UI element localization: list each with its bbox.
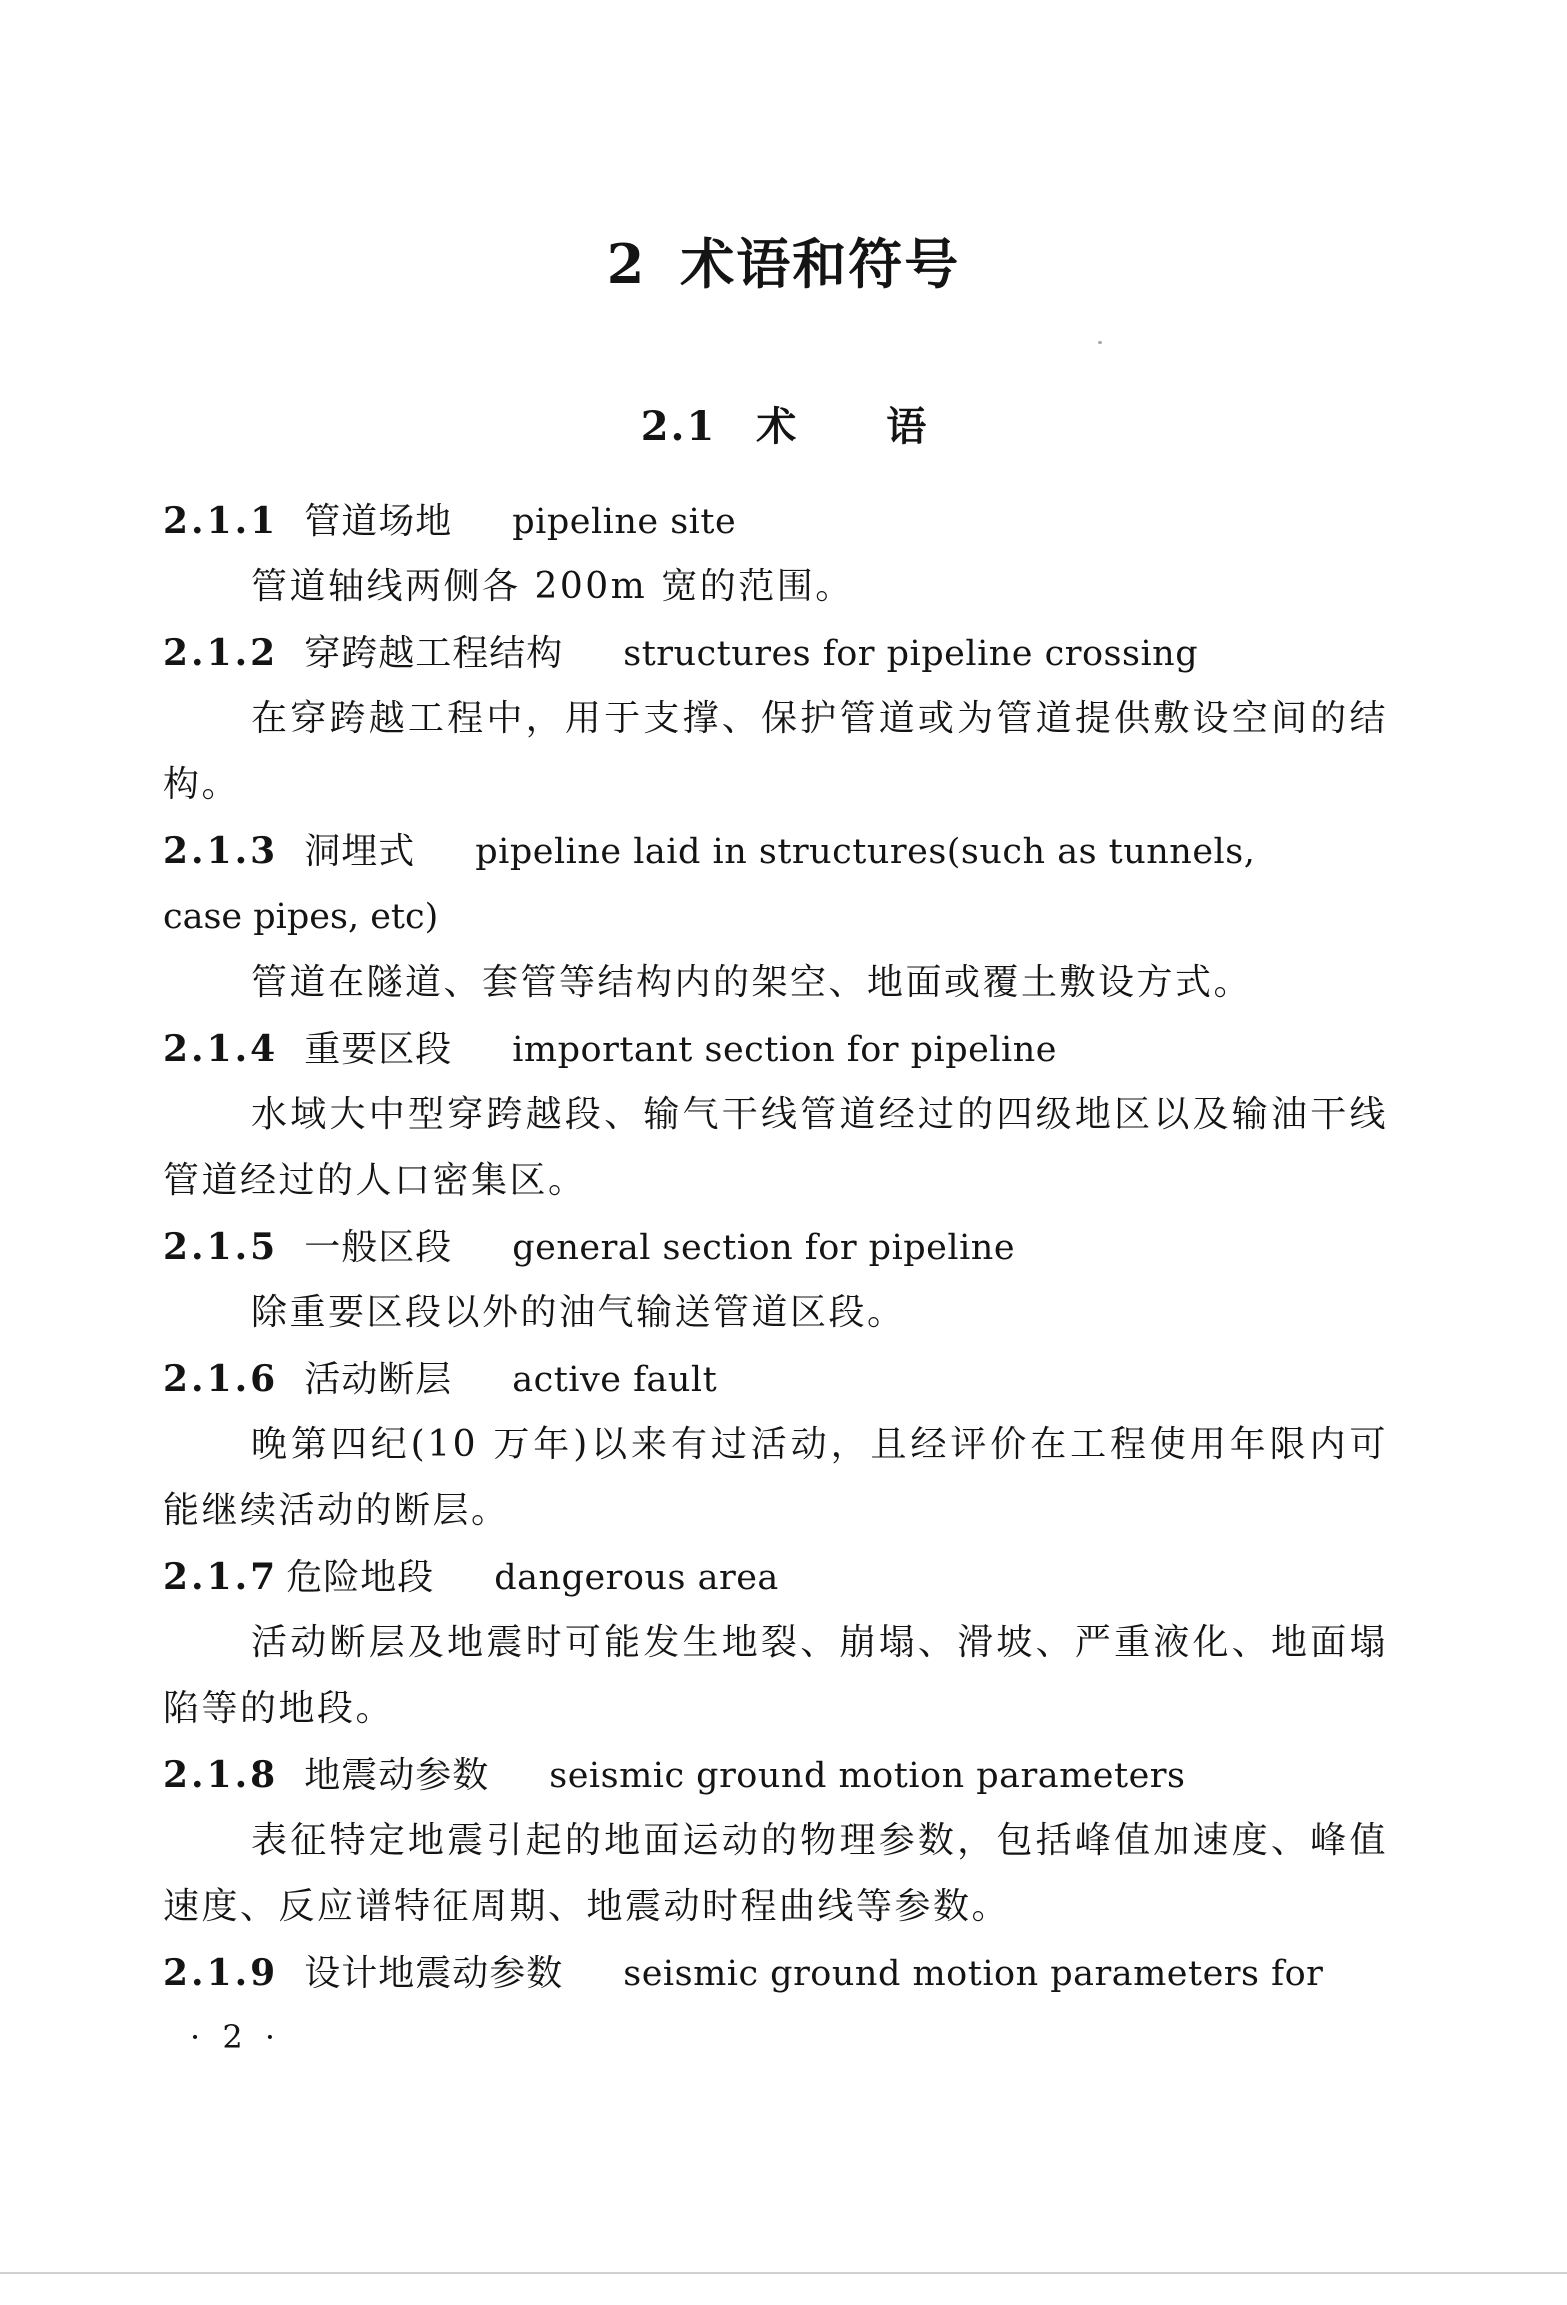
term-entry — [163, 1346, 1388, 1544]
term-english: structures for pipeline crossing — [623, 634, 1199, 674]
term-heading — [163, 620, 1388, 686]
term-english: pipeline laid in structures(such as tunnels, — [475, 832, 1256, 872]
term-definition: 除重要区段以外的油气输送管道区段。 — [251, 1292, 906, 1333]
term-chinese: 设计地震动参数 — [304, 1953, 564, 1994]
term-heading — [163, 818, 1388, 884]
section-title-char-1: 术 — [756, 403, 797, 450]
term-entry — [163, 1742, 1388, 1940]
term-list — [163, 488, 1388, 2006]
term-heading — [163, 1016, 1388, 1082]
term-number: 2.1.8 — [163, 1754, 279, 1796]
term-number: 2.1.9 — [163, 1952, 279, 1994]
term-chinese: 地震动参数 — [304, 1755, 490, 1796]
term-number: 2.1.2 — [163, 632, 279, 674]
term-definition: 在穿跨越工程中，用于支撑、保护管道或为管道提供敷设空间的结构。 — [163, 698, 1388, 805]
term-definition: 活动断层及地震时可能发生地裂、崩塌、滑坡、严重液化、地面塌陷等的地段。 — [163, 1622, 1388, 1729]
term-definition: 表征特定地震引起的地面运动的物理参数，包括峰值加速度、峰值速度、反应谱特征周期、地震动时程曲线等参数。 — [163, 1820, 1388, 1927]
term-chinese: 洞埋式 — [304, 831, 416, 872]
term-chinese: 一般区段 — [304, 1227, 453, 1268]
term-chinese: 重要区段 — [304, 1029, 453, 1070]
term-number: 2.1.4 — [163, 1028, 279, 1070]
section-number: 2.1 — [640, 403, 717, 450]
term-heading — [163, 488, 1388, 554]
term-entry — [163, 1544, 1388, 1742]
term-heading — [163, 1940, 1388, 2006]
chapter-title — [0, 222, 1567, 299]
term-entry — [163, 488, 1388, 620]
term-number: 2.1.7 — [163, 1556, 279, 1598]
scan-speck — [1098, 341, 1102, 344]
term-chinese: 活动断层 — [304, 1359, 453, 1400]
term-number: 2.1.3 — [163, 830, 279, 872]
term-english: seismic ground motion parameters — [549, 1756, 1186, 1796]
term-definition: 水域大中型穿跨越段、输气干线管道经过的四级地区以及输油干线管道经过的人口密集区。 — [163, 1094, 1388, 1201]
term-english: active fault — [512, 1360, 718, 1400]
term-chinese: 危险地段 — [286, 1557, 435, 1598]
section-title — [0, 395, 1567, 452]
term-heading — [163, 1544, 1388, 1610]
term-definition: 管道轴线两侧各 200m 宽的范围。 — [251, 566, 854, 607]
term-english: general section for pipeline — [512, 1228, 1016, 1268]
scan-edge-line — [0, 2272, 1567, 2274]
term-number: 2.1.1 — [163, 500, 279, 542]
term-entry — [163, 818, 1388, 1016]
term-english: seismic ground motion parameters for — [623, 1954, 1324, 1994]
term-number: 2.1.5 — [163, 1226, 279, 1268]
term-heading — [163, 1742, 1388, 1808]
term-definition: 晚第四纪(10 万年)以来有过活动，且经评价在工程使用年限内可能继续活动的断层。 — [163, 1424, 1388, 1531]
term-entry — [163, 1214, 1388, 1346]
term-english: pipeline site — [512, 502, 737, 542]
term-chinese: 穿跨越工程结构 — [304, 633, 564, 674]
term-entry — [163, 1016, 1388, 1214]
term-chinese: 管道场地 — [304, 501, 453, 542]
term-english-continued: case pipes, etc) — [163, 897, 439, 937]
term-english: dangerous area — [494, 1558, 779, 1598]
chapter-number: 2 — [606, 232, 647, 296]
term-heading — [163, 1346, 1388, 1412]
term-heading — [163, 1214, 1388, 1280]
term-english: important section for pipeline — [512, 1030, 1058, 1070]
section-title-char-2: 语 — [886, 403, 927, 450]
term-number: 2.1.6 — [163, 1358, 279, 1400]
page-number: · 2 · — [190, 2018, 282, 2056]
term-definition: 管道在隧道、套管等结构内的架空、地面或覆土敷设方式。 — [251, 962, 1253, 1003]
chapter-title-text: 术语和符号 — [680, 232, 961, 296]
term-entry — [163, 620, 1388, 818]
term-entry — [163, 1940, 1388, 2006]
